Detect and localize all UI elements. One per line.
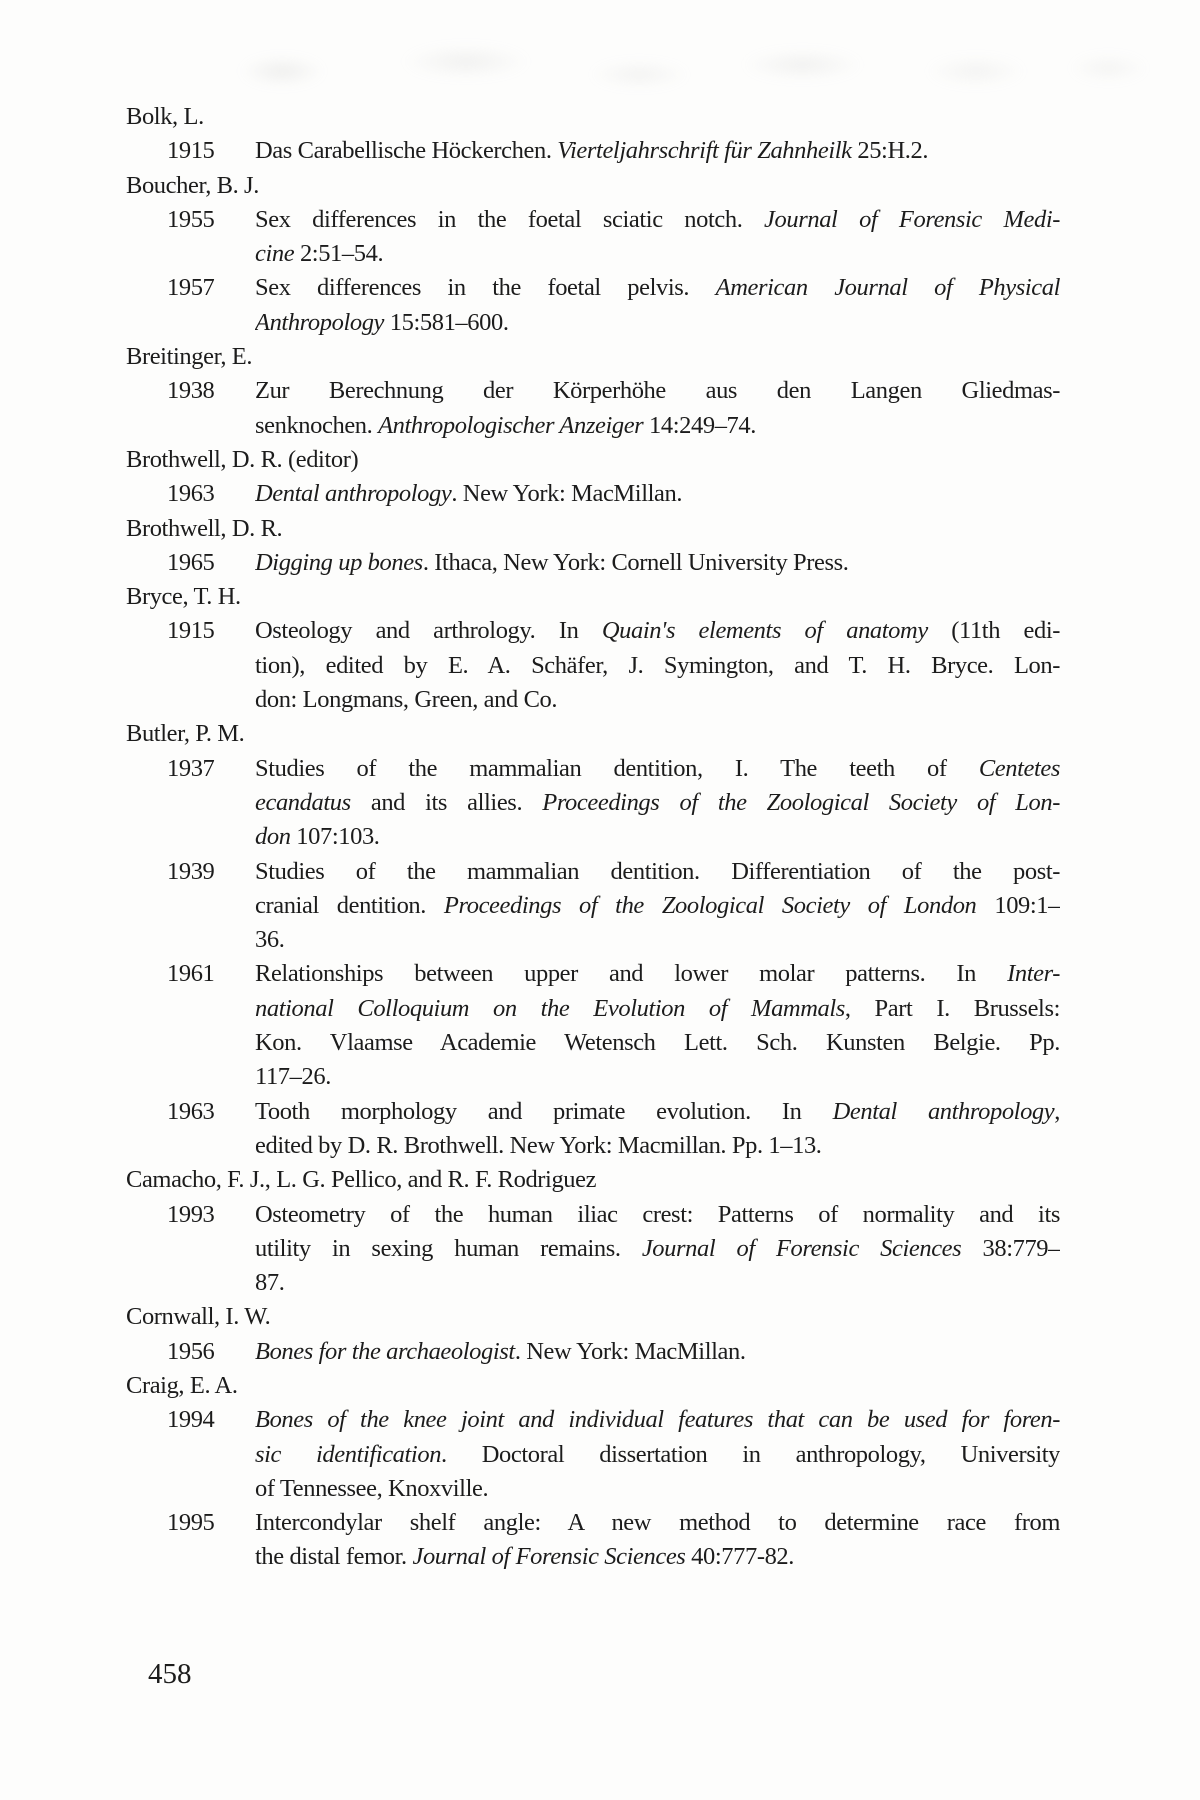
work-text (255, 752, 1060, 855)
work-text (255, 614, 1060, 717)
author-line: Cornwall, I. W. (126, 1303, 271, 1331)
work-text (255, 477, 1060, 511)
work-year: 1955 (167, 205, 215, 233)
work-text (255, 1335, 1060, 1369)
work-text (255, 1403, 1060, 1506)
text-line: Studies of the mammalian dentition, I. The teeth of Centetes (255, 754, 1060, 782)
work-text (255, 271, 1060, 340)
work-row (126, 1403, 1066, 1506)
text-line: Tooth morphology and primate evolution. In Dental anthropology, (255, 1097, 1060, 1125)
work-row (126, 752, 1066, 855)
bibliography-entry (126, 169, 1066, 340)
work-row (126, 614, 1066, 717)
author-line: Breitinger, E. (126, 343, 253, 371)
work-row (126, 957, 1066, 1094)
work-year: 1994 (167, 1406, 215, 1434)
text-line: Bones of the knee joint and individual features that can be used for foren- (255, 1406, 1060, 1434)
work-year: 1957 (167, 274, 215, 302)
text-line: utility in sexing human remains. Journal of Forensic Sciences 38:779– (255, 1234, 1060, 1262)
author-line: Brothwell, D. R. (126, 514, 283, 542)
text-line: Bones for the archaeologist. New York: MacMillan. (255, 1337, 746, 1365)
bibliography-entry (126, 1369, 1066, 1575)
work-text (255, 134, 1060, 168)
author-line: Camacho, F. J., L. G. Pellico, and R. F. Rodriguez (126, 1166, 597, 1194)
work-row (126, 855, 1066, 958)
text-line: edited by D. R. Brothwell. New York: Macmillan. Pp. 1–13. (255, 1131, 822, 1159)
text-line: Zur Berechnung der Körperhöhe aus den Langen Gliedmas- (255, 377, 1060, 405)
text-line: cranial dentition. Proceedings of the Zoological Society of London 109:1– (255, 891, 1060, 919)
text-line: Osteology and arthrology. In Quain's elements of anatomy (11th edi- (255, 617, 1060, 645)
work-text (255, 1095, 1060, 1164)
page-top-ghosting (160, 36, 1180, 100)
text-line: Relationships between upper and lower molar patterns. In Inter- (255, 960, 1060, 988)
text-line: ecandatus and its allies. Proceedings of the Zoological Society of Lon- (255, 788, 1060, 816)
text-line: Anthropology 15:581–600. (255, 308, 509, 336)
text-line: the distal femor. Journal of Forensic Sciences 40:777-82. (255, 1543, 795, 1571)
text-line: 87. (255, 1269, 285, 1297)
text-line: don: Longmans, Green, and Co. (255, 686, 558, 714)
work-row (126, 1095, 1066, 1164)
author-line: Boucher, B. J. (126, 171, 259, 199)
bibliography-entry (126, 512, 1066, 581)
text-line: of Tennessee, Knoxville. (255, 1474, 489, 1502)
work-year: 1956 (167, 1337, 215, 1365)
author-line: Bryce, T. H. (126, 583, 241, 611)
text-line: don 107:103. (255, 823, 380, 851)
bibliography-entry (126, 100, 1066, 169)
work-row (126, 1198, 1066, 1301)
work-text (255, 855, 1060, 958)
text-line: Sex differences in the foetal sciatic notch. Journal of Forensic Medi- (255, 205, 1060, 233)
work-text (255, 203, 1060, 272)
work-row (126, 1335, 1066, 1369)
text-line: Das Carabellische Höckerchen. Vierteljahrschrift für Zahnheilk 25:H.2. (255, 137, 929, 165)
work-year: 1938 (167, 377, 215, 405)
work-year: 1965 (167, 548, 215, 576)
work-text (255, 957, 1060, 1094)
work-text (255, 1198, 1060, 1301)
work-row (126, 1506, 1066, 1575)
author-line: Craig, E. A. (126, 1371, 238, 1399)
page-number: 458 (148, 1658, 192, 1690)
text-line: Studies of the mammalian dentition. Differentiation of the post- (255, 857, 1060, 885)
bibliography-entry (126, 340, 1066, 443)
text-line: tion), edited by E. A. Schäfer, J. Symington, and T. H. Bryce. Lon- (255, 651, 1060, 679)
text-line: Kon. Vlaamse Academie Wetensch Lett. Sch. Kunsten Belgie. Pp. (255, 1029, 1060, 1057)
work-row (126, 203, 1066, 272)
work-row (126, 477, 1066, 511)
text-line: 117–26. (255, 1063, 331, 1091)
work-row (126, 134, 1066, 168)
work-year: 1961 (167, 960, 215, 988)
work-year: 1995 (167, 1509, 215, 1537)
bibliography-entry (126, 1300, 1066, 1369)
text-line: national Colloquium on the Evolution of Mammals, Part I. Brussels: (255, 994, 1060, 1022)
text-line: Osteometry of the human iliac crest: Patterns of normality and its (255, 1200, 1060, 1228)
work-text (255, 1506, 1060, 1575)
work-year: 1937 (167, 754, 215, 782)
author-line: Brothwell, D. R. (editor) (126, 445, 359, 473)
text-line: Dental anthropology. New York: MacMillan. (255, 480, 683, 508)
work-year: 1993 (167, 1200, 215, 1228)
text-line: 36. (255, 926, 285, 954)
work-year: 1915 (167, 617, 215, 645)
work-year: 1963 (167, 480, 215, 508)
work-text (255, 374, 1060, 443)
text-line: senknochen. Anthropologischer Anzeiger 14:249–74. (255, 411, 756, 439)
work-text (255, 546, 1060, 580)
text-line: Sex differences in the foetal pelvis. American Journal of Physical (255, 274, 1060, 302)
work-year: 1939 (167, 857, 215, 885)
work-year: 1915 (167, 137, 215, 165)
bibliography-entry (126, 580, 1066, 717)
bibliography-entry (126, 443, 1066, 512)
text-line: sic identification. Doctoral dissertation in anthropology, University (255, 1440, 1060, 1468)
bibliography-entry (126, 1163, 1066, 1300)
bibliography-list (126, 100, 1066, 1575)
work-year: 1963 (167, 1097, 215, 1125)
work-row (126, 374, 1066, 443)
work-row (126, 546, 1066, 580)
bibliography-entry (126, 717, 1066, 1163)
work-row (126, 271, 1066, 340)
text-line: cine 2:51–54. (255, 240, 384, 268)
author-line: Bolk, L. (126, 103, 204, 130)
author-line: Butler, P. M. (126, 720, 245, 748)
text-line: Intercondylar shelf angle: A new method to determine race from (255, 1509, 1060, 1537)
text-line: Digging up bones. Ithaca, New York: Cornell University Press. (255, 548, 849, 576)
